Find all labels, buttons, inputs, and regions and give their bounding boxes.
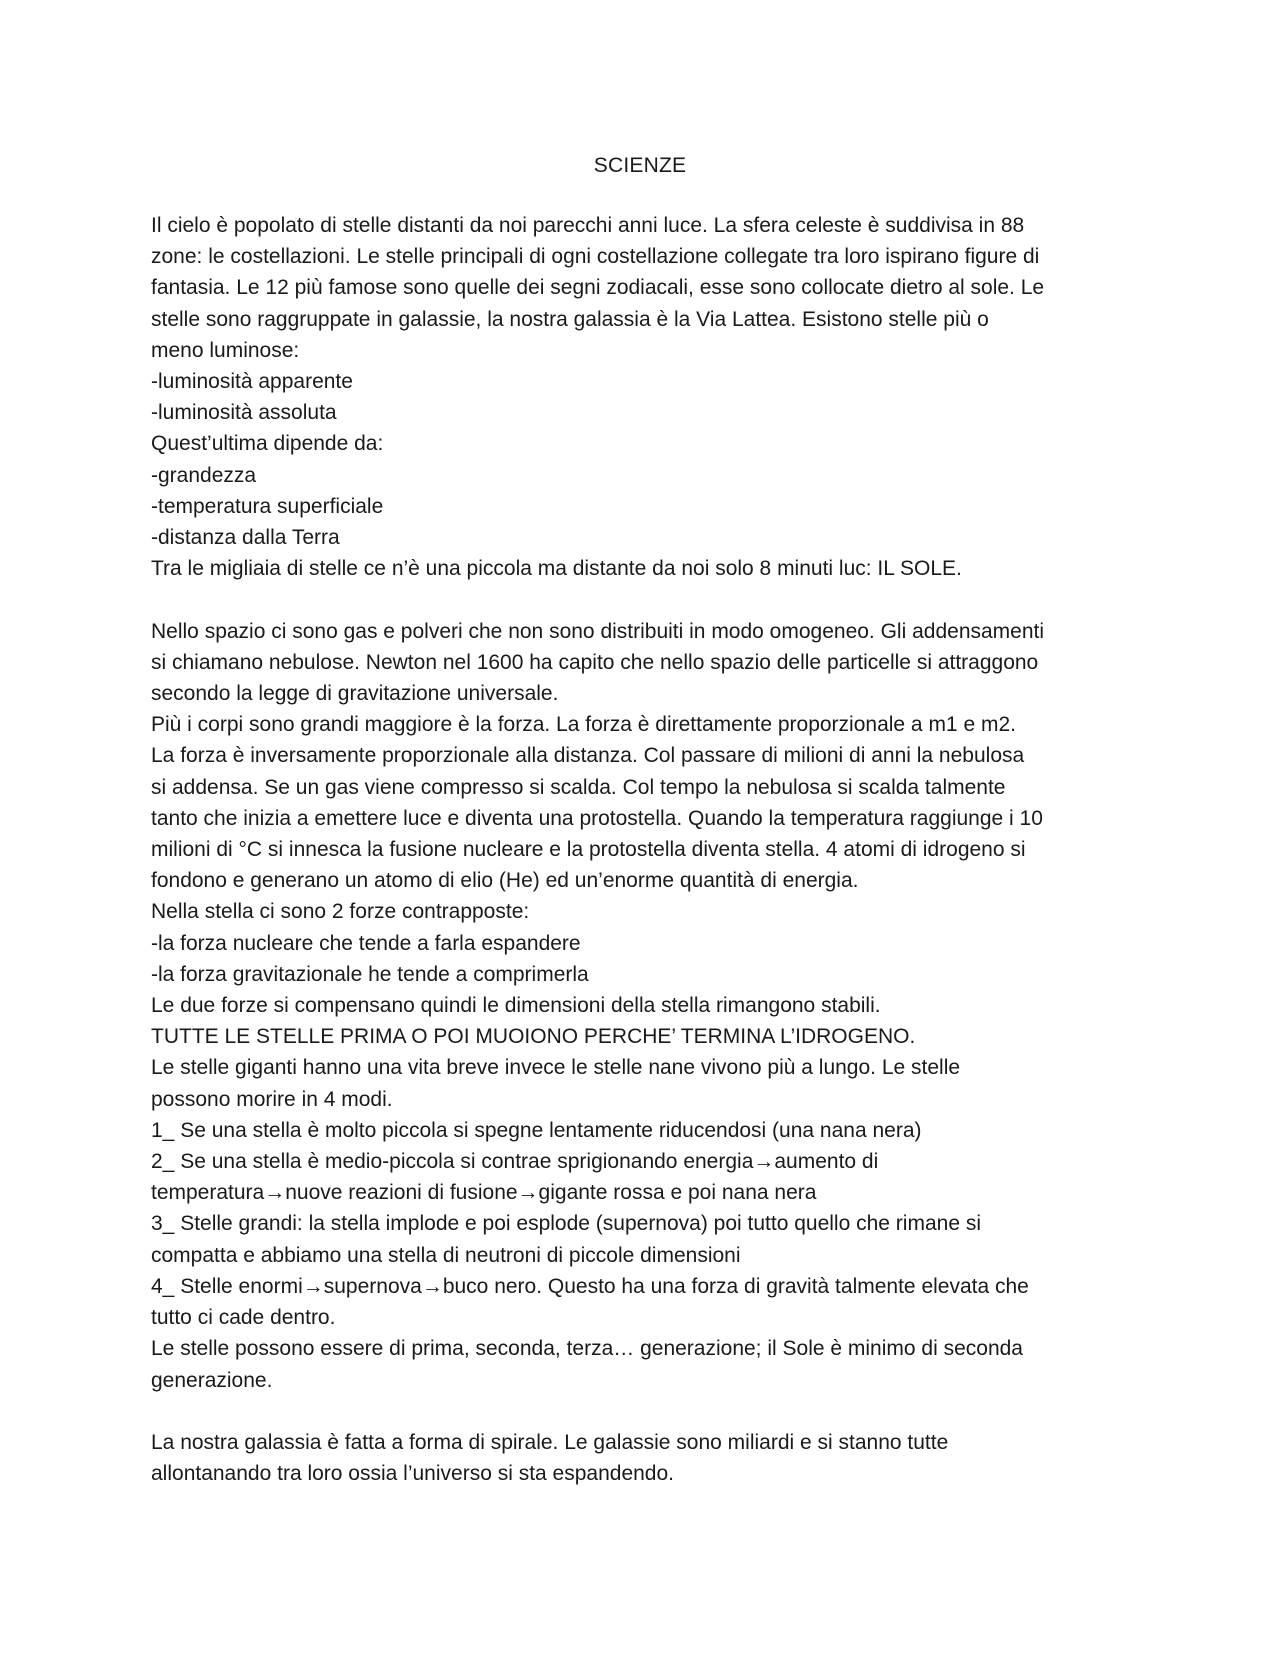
- text-line: compatta e abbiamo una stella di neutroni di piccole dimensioni: [151, 1243, 741, 1267]
- document-body: [151, 210, 1151, 1489]
- text-line: milioni di °C si innesca la fusione nucleare e la protostella diventa stella. 4 atomi di idrogeno si: [151, 838, 1026, 862]
- paragraph-gap: [151, 584, 1151, 615]
- text-line: secondo la legge di gravitazione universale.: [151, 682, 559, 706]
- text-line: TUTTE LE STELLE PRIMA O POI MUOIONO PERCHE’ TERMINA L’IDROGENO.: [151, 1025, 916, 1049]
- text-line: Più i corpi sono grandi maggiore è la forza. La forza è direttamente proporzionale a m1 e m2.: [151, 713, 1016, 737]
- text-line: stelle sono raggruppate in galassie, la nostra galassia è la Via Lattea. Esistono stelle più o: [151, 307, 989, 331]
- text-line: -distanza dalla Terra: [151, 526, 340, 550]
- document-title: SCIENZE: [593, 154, 687, 177]
- text-line: possono morire in 4 modi.: [151, 1087, 393, 1111]
- text-line: fondono e generano un atomo di elio (He) ed un’enorme quantità di energia.: [151, 869, 859, 893]
- text-line: Le stelle giganti hanno una vita breve invece le stelle nane vivono più a lungo. Le stelle: [151, 1056, 961, 1080]
- text-line: fantasia. Le 12 più famose sono quelle dei segni zodiacali, esse sono collocate dietro al sole. Le: [151, 276, 1045, 300]
- text-line: 1_ Se una stella è molto piccola si spegne lentamente riducendosi (una nana nera): [151, 1118, 922, 1142]
- text-line: Le due forze si compensano quindi le dimensioni della stella rimangono stabili.: [151, 994, 881, 1018]
- text-line: Quest’ultima dipende da:: [151, 432, 384, 456]
- text-line: La nostra galassia è fatta a forma di spirale. Le galassie sono miliardi e si stanno tutte: [151, 1430, 949, 1454]
- text-line: 4_ Stelle enormi→supernova→buco nero. Questo ha una forza di gravità talmente elevata che: [151, 1274, 1029, 1298]
- text-line: -grandezza: [151, 463, 257, 487]
- text-line: La forza è inversamente proporzionale alla distanza. Col passare di milioni di anni la nebulosa: [151, 744, 1025, 768]
- text-line: Tra le migliaia di stelle ce n’è una piccola ma distante da noi solo 8 minuti luc: IL SOLE.: [151, 557, 962, 581]
- paragraph-3: [151, 1427, 1151, 1489]
- text-line: -temperatura superficiale: [151, 494, 384, 518]
- text-line: zone: le costellazioni. Le stelle principali di ogni costellazione collegate tra loro ispirano figure di: [151, 245, 1040, 269]
- text-line: tutto ci cade dentro.: [151, 1306, 336, 1330]
- text-line: 2_ Se una stella è medio-piccola si contrae sprigionando energia→aumento di: [151, 1150, 879, 1174]
- text-line: allontanando tra loro ossia l’universo si sta espandendo.: [151, 1462, 675, 1486]
- text-line: Il cielo è popolato di stelle distanti da noi parecchi anni luce. La sfera celeste è suddivisa in 88: [151, 214, 1025, 237]
- text-line: -luminosità assoluta: [151, 401, 337, 425]
- paragraph-1: [151, 210, 1151, 584]
- text-line: Nella stella ci sono 2 forze contrapposte:: [151, 900, 530, 924]
- text-line: si chiamano nebulose. Newton nel 1600 ha capito che nello spazio delle particelle si attraggono: [151, 650, 1039, 674]
- text-line: generazione.: [151, 1368, 273, 1392]
- text-line: tanto che inizia a emettere luce e diventa una protostella. Quando la temperatura raggiunge i 10: [151, 806, 1043, 830]
- text-line: -luminosità apparente: [151, 370, 353, 394]
- paragraph-gap: [151, 1396, 1151, 1427]
- text-line: Le stelle possono essere di prima, seconda, terza… generazione; il Sole è minimo di seconda: [151, 1337, 1023, 1361]
- text-line: si addensa. Se un gas viene compresso si scalda. Col tempo la nebulosa si scalda talmente: [151, 775, 1006, 799]
- text-line: 3_ Stelle grandi: la stella implode e poi esplode (supernova) poi tutto quello che rimane si: [151, 1212, 981, 1236]
- text-line: meno luminose:: [151, 338, 300, 362]
- text-line: temperatura→nuove reazioni di fusione→gigante rossa e poi nana nera: [151, 1181, 817, 1205]
- text-line: -la forza gravitazionale he tende a comprimerla: [151, 962, 589, 986]
- text-line: -la forza nucleare che tende a farla espandere: [151, 931, 581, 955]
- paragraph-2: [151, 616, 1151, 1396]
- text-line: Nello spazio ci sono gas e polveri che non sono distribuiti in modo omogeneo. Gli addensamenti: [151, 619, 1045, 643]
